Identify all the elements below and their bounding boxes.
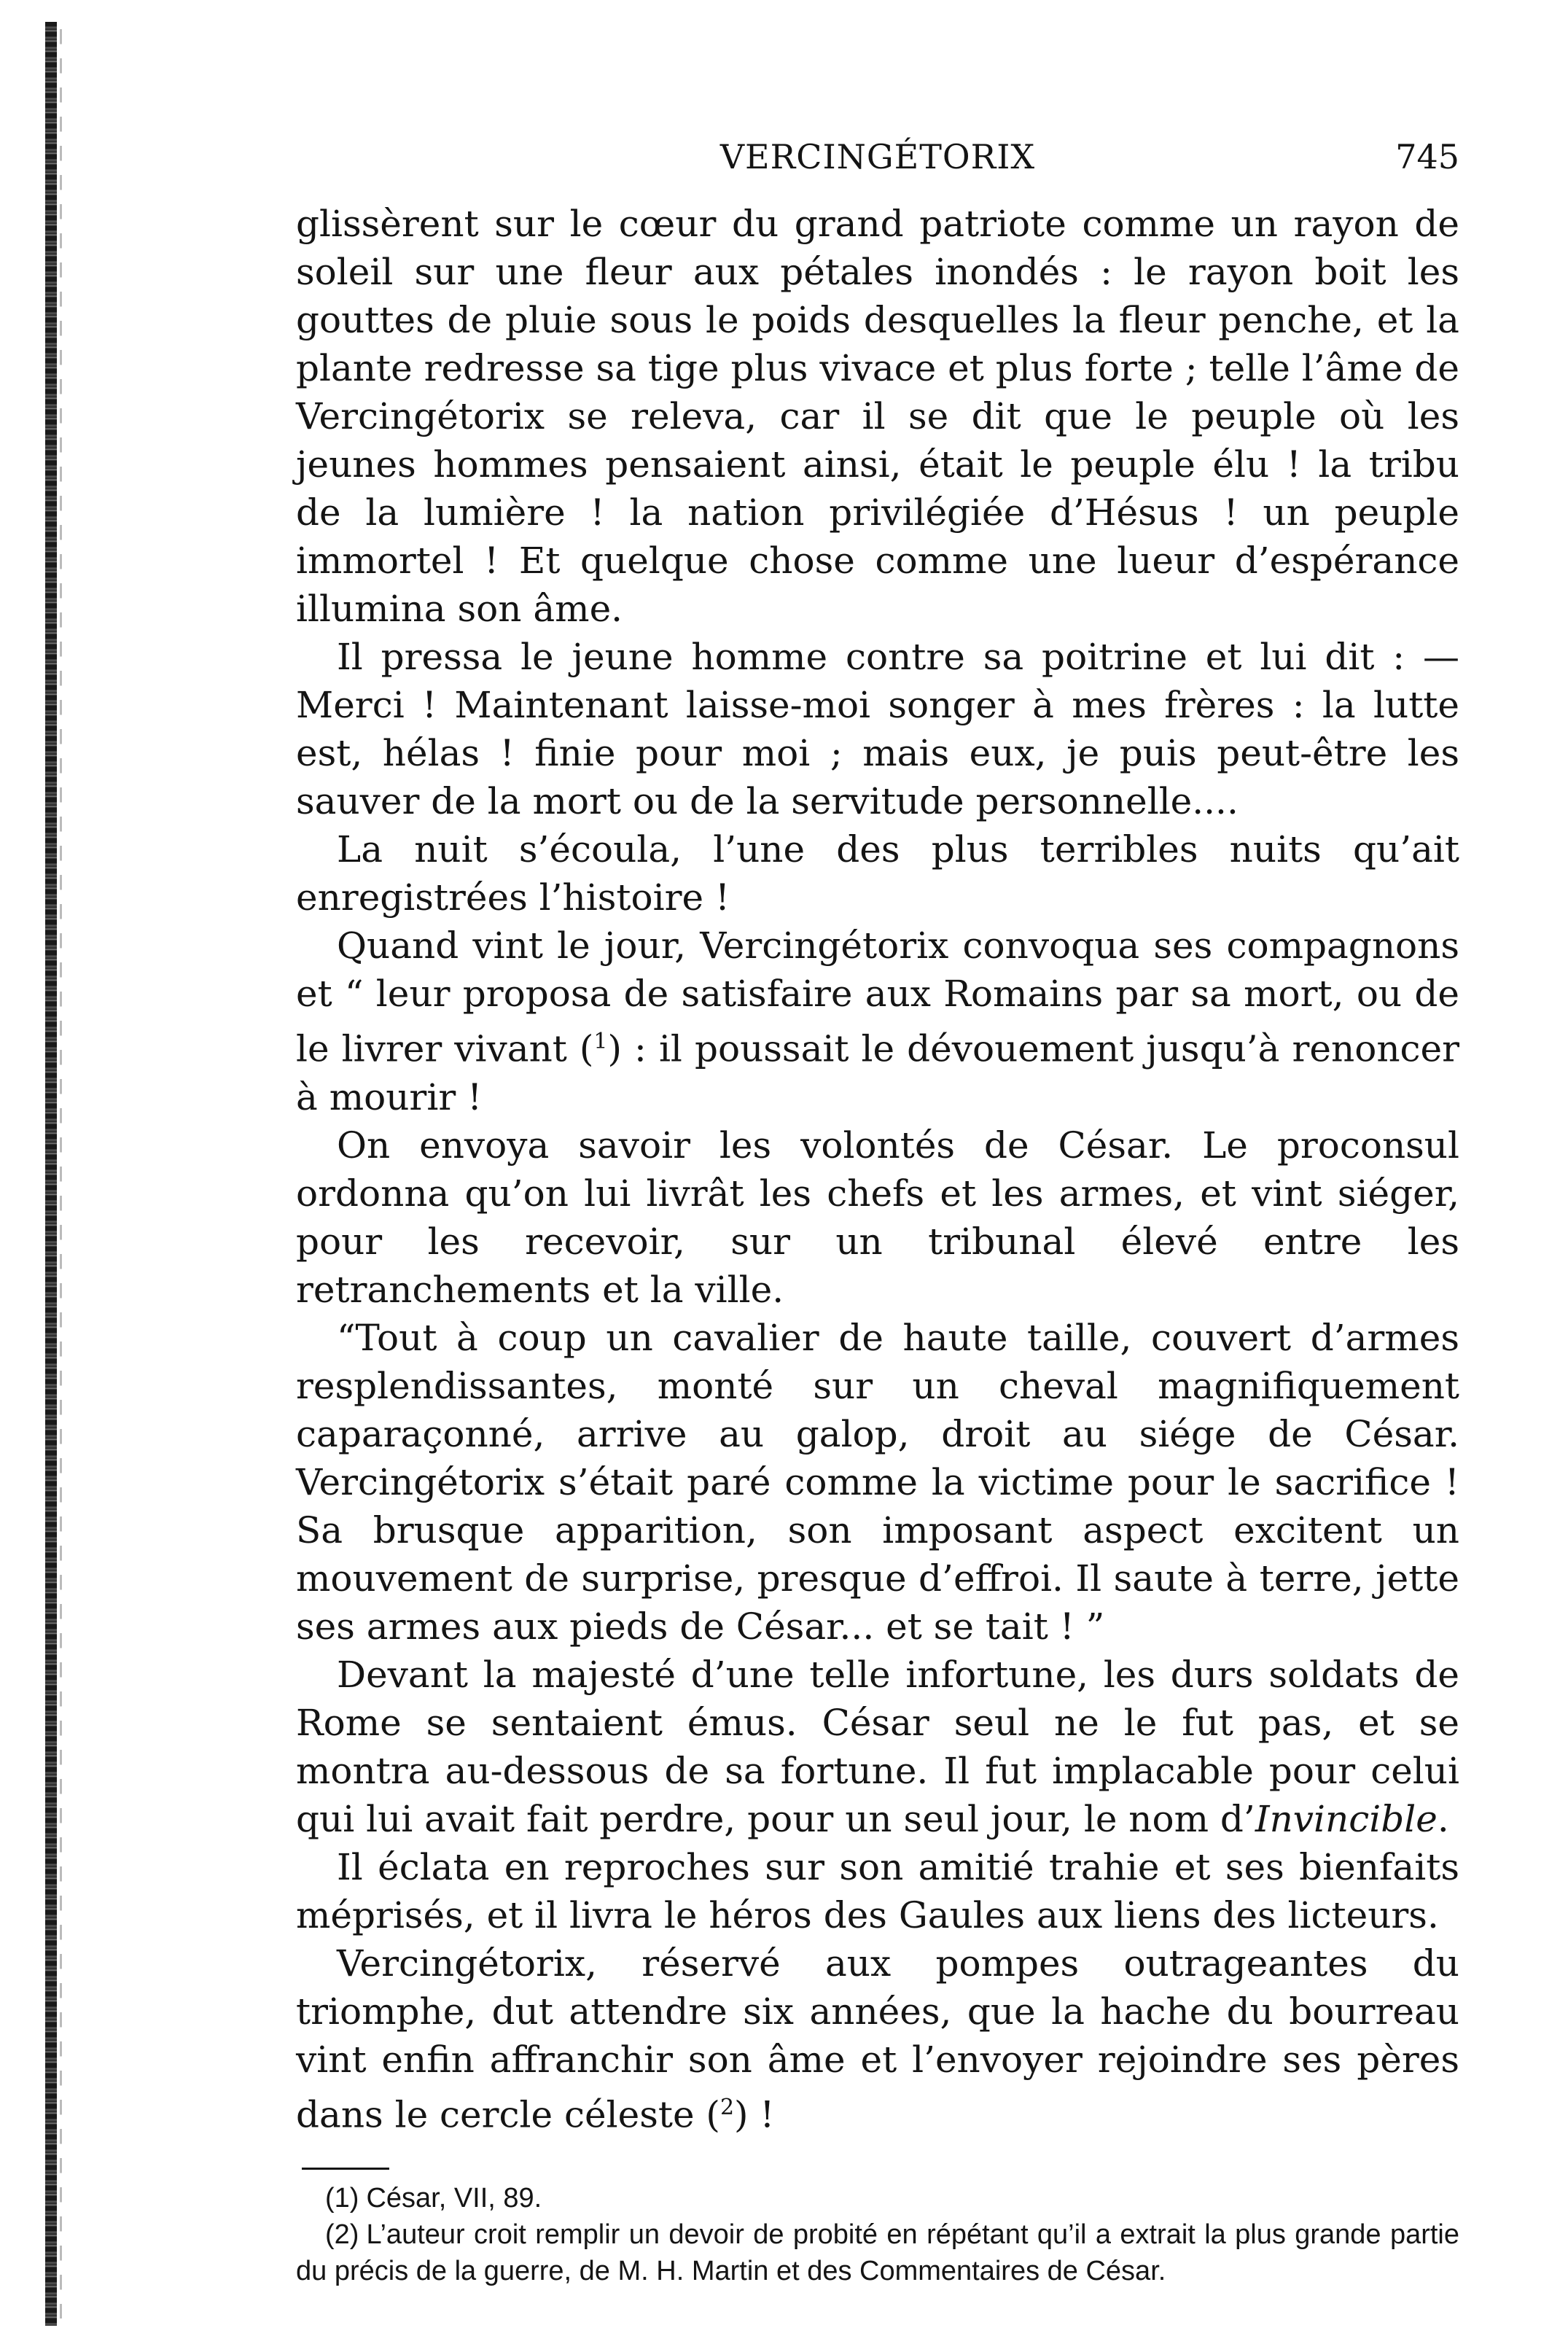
- italic-word: Invincible: [1255, 1797, 1438, 1840]
- footnote-2-number: (2): [325, 2219, 359, 2251]
- paragraph-2: Il pressa le jeune homme contre sa poitrine et lui dit : — Merci ! Maintenant laisse-moi songer à mes frères : la lutte est, hélas ! finie pour moi ; mais eux, je puis peut-être les sauver de la mort ou de la servitude personnelle....: [296, 636, 1459, 822]
- paragraph-9-text-a: Vercingétorix, réservé aux pompes outrageantes du triomphe, dut attendre six années, que la hache du bourreau vint enfin affranchir son âme et l’envoyer rejoindre ses pères dans le cercle céleste (: [296, 1942, 1459, 2136]
- paragraph-6: “Tout à coup un cavalier de haute taille, couvert d’armes resplendissantes, monté sur un cheval magnifiquement caparaçonné, arrive au galop, droit au siége de César. Vercingétorix s’était paré comme la victime pour le sacrifice ! Sa brusque apparition, son imposant aspect excitent un mouvement de surprise, presque d’effroi. Il saute à terre, jette ses armes aux pieds de César... et se tait ! ”: [296, 1316, 1459, 1648]
- paragraph-7: [296, 1651, 1459, 1843]
- paragraph-7-text-b: .: [1437, 1797, 1449, 1840]
- paragraph-9: [296, 1939, 1459, 2139]
- paragraph-4-text-b: ) : il poussait le dévouement jusqu’à renoncer à mourir !: [296, 1027, 1460, 1118]
- footnote-ref-1: 1: [593, 1029, 608, 1054]
- footnote-1: [296, 2180, 1459, 2216]
- footnote-divider: [302, 2168, 389, 2170]
- running-title: VERCINGÉTORIX: [719, 137, 1036, 176]
- footnote-2-text: L’auteur croit remplir un devoir de probité en répétant qu’il a extrait la plus grande partie du précis de la guerre, de M. H. Martin et des Commentaires de César.: [296, 2219, 1459, 2287]
- paragraph-5: On envoya savoir les volontés de César. Le proconsul ordonna qu’on lui livrât les chefs et les armes, et vint siéger, pour les recevoir, sur un tribunal élevé entre les retranchements et la ville.: [296, 1124, 1459, 1311]
- paragraph-1: glissèrent sur le cœur du grand patriote comme un rayon de soleil sur une fleur aux pétales inondés : le rayon boit les gouttes de pluie sous le poids desquelles la fleur penche, et la plante redresse sa tige plus vivace et plus forte ; telle l’âme de Vercingétorix se releva, car il se dit que le peuple où les jeunes hommes pensaient ainsi, était le peuple élu ! la tribu de la lumière ! la nation privilégiée d’Hésus ! un peuple immortel ! Et quelque chose comme une lueur d’espérance illumina son âme.: [296, 203, 1459, 630]
- book-page: [296, 131, 1459, 2289]
- footnote-2: [296, 2216, 1459, 2289]
- footnote-1-number: (1): [325, 2183, 359, 2214]
- paragraph-4-text-a: Quand vint le jour, Vercingétorix convoqua ses compagnons et “ leur proposa de satisfaire aux Romains par sa mort, ou de le livrer vivant (: [296, 924, 1459, 1070]
- footnote-ref-2: 2: [719, 2094, 735, 2120]
- body-text: [296, 200, 1459, 2138]
- paragraph-7-text-a: Devant la majesté d’une telle infortune, les durs soldats de Rome se sentaient émus. César seul ne le fut pas, et se montra au-dessous de sa fortune. Il fut implacable pour celui qui lui avait fait perdre, pour un seul jour, le nom d’: [296, 1653, 1459, 1840]
- paragraph-3: La nuit s’écoula, l’une des plus terribles nuits qu’ait enregistrées l’histoire !: [296, 828, 1459, 919]
- footnote-1-text: César, VII, 89.: [366, 2183, 542, 2214]
- paragraph-4: [296, 922, 1459, 1121]
- paragraph-8: Il éclata en reproches sur son amitié trahie et ses bienfaits méprisés, et il livra le héros des Gaules aux liens des licteurs.: [296, 1845, 1459, 1936]
- page-header: [296, 131, 1459, 182]
- book-binding-edge: [45, 22, 57, 2326]
- page-number: 745: [1395, 137, 1459, 176]
- book-binding-shadow: [60, 29, 62, 2318]
- footnotes: [296, 2180, 1459, 2289]
- paragraph-9-text-b: ) !: [734, 2093, 775, 2136]
